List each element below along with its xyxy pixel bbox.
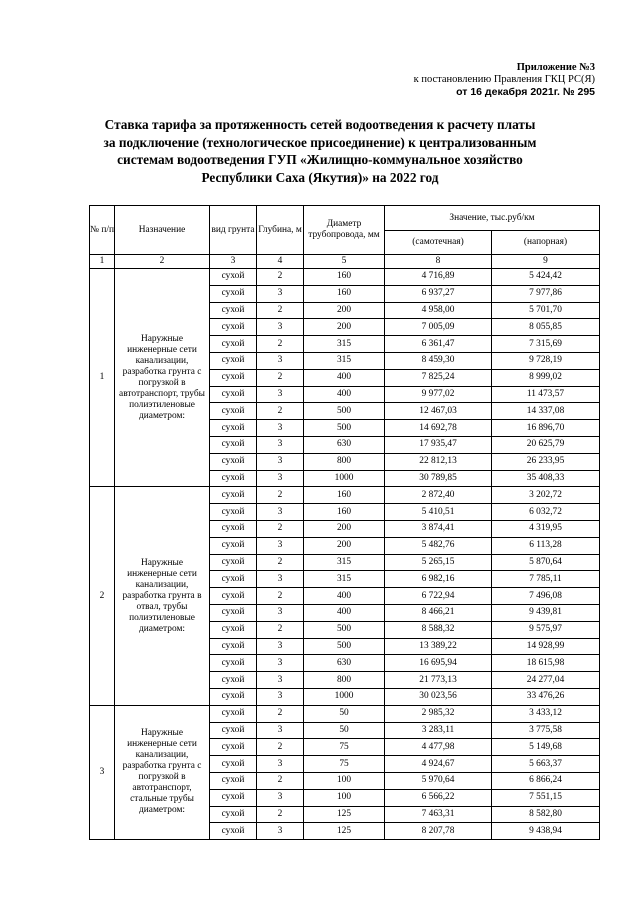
section-description: Наружные инженерные сети канализации, разработка грунта в отвал, трубы полиэтиленовые диаметром:: [115, 487, 210, 705]
section-description: Наружные инженерные сети канализации, разработка грунта с погрузкой в автотранспорт, стальные трубы диаметром:: [115, 705, 210, 839]
cell-pressure-value: 9 575,97: [492, 621, 600, 638]
cell-depth: 2: [257, 739, 304, 756]
cell-diameter: 630: [304, 436, 385, 453]
cell-pressure-value: 8 582,80: [492, 806, 600, 823]
appendix-header: [414, 62, 595, 98]
header-pressure: (напорная): [492, 231, 600, 255]
cell-gravity-value: 6 982,16: [385, 571, 492, 588]
cell-soil: сухой: [210, 588, 257, 605]
cell-depth: 3: [257, 756, 304, 773]
cell-soil: сухой: [210, 688, 257, 705]
column-number: 2: [115, 255, 210, 269]
cell-soil: сухой: [210, 621, 257, 638]
cell-pressure-value: 9 728,19: [492, 352, 600, 369]
cell-diameter: 75: [304, 739, 385, 756]
cell-depth: 3: [257, 537, 304, 554]
cell-pressure-value: 4 319,95: [492, 520, 600, 537]
cell-soil: сухой: [210, 386, 257, 403]
cell-pressure-value: 20 625,79: [492, 436, 600, 453]
table-row: [90, 705, 600, 722]
cell-pressure-value: 8 999,02: [492, 369, 600, 386]
cell-depth: 3: [257, 638, 304, 655]
cell-gravity-value: 7 825,24: [385, 369, 492, 386]
cell-soil: сухой: [210, 705, 257, 722]
cell-gravity-value: 5 410,51: [385, 504, 492, 521]
column-number: 1: [90, 255, 115, 269]
cell-soil: сухой: [210, 537, 257, 554]
cell-depth: 3: [257, 453, 304, 470]
cell-depth: 2: [257, 772, 304, 789]
cell-pressure-value: 18 615,98: [492, 655, 600, 672]
cell-soil: сухой: [210, 756, 257, 773]
cell-pressure-value: 7 496,08: [492, 588, 600, 605]
cell-soil: сухой: [210, 336, 257, 353]
cell-depth: 3: [257, 470, 304, 487]
cell-depth: 2: [257, 369, 304, 386]
header-value: Значение, тыс.руб/км: [385, 206, 600, 231]
header-gravity: (самотечная): [385, 231, 492, 255]
cell-diameter: 400: [304, 369, 385, 386]
cell-diameter: 50: [304, 722, 385, 739]
cell-depth: 3: [257, 672, 304, 689]
cell-soil: сухой: [210, 789, 257, 806]
table-section-1: [90, 269, 600, 487]
column-number: 4: [257, 255, 304, 269]
cell-pressure-value: 7 977,86: [492, 285, 600, 302]
header-purpose: Назначение: [115, 206, 210, 255]
cell-depth: 3: [257, 789, 304, 806]
header-depth: Глубина, м: [257, 206, 304, 255]
cell-pressure-value: 11 473,57: [492, 386, 600, 403]
cell-depth: 3: [257, 352, 304, 369]
cell-gravity-value: 7 005,09: [385, 319, 492, 336]
cell-diameter: 400: [304, 604, 385, 621]
cell-soil: сухой: [210, 806, 257, 823]
cell-pressure-value: 6 113,28: [492, 537, 600, 554]
cell-gravity-value: 17 935,47: [385, 436, 492, 453]
cell-gravity-value: 6 566,22: [385, 789, 492, 806]
cell-soil: сухой: [210, 722, 257, 739]
cell-gravity-value: 4 958,00: [385, 302, 492, 319]
table-row: [90, 487, 600, 504]
cell-soil: сухой: [210, 739, 257, 756]
cell-gravity-value: 21 773,13: [385, 672, 492, 689]
cell-depth: 2: [257, 336, 304, 353]
cell-diameter: 100: [304, 789, 385, 806]
cell-gravity-value: 30 023,56: [385, 688, 492, 705]
cell-soil: сухой: [210, 504, 257, 521]
cell-pressure-value: 7 551,15: [492, 789, 600, 806]
cell-soil: сухой: [210, 285, 257, 302]
cell-depth: 3: [257, 386, 304, 403]
cell-soil: сухой: [210, 638, 257, 655]
cell-soil: сухой: [210, 319, 257, 336]
tariff-table: [89, 205, 600, 840]
table-header: [90, 206, 600, 269]
table-section-2: [90, 487, 600, 705]
cell-depth: 2: [257, 588, 304, 605]
cell-soil: сухой: [210, 302, 257, 319]
cell-diameter: 315: [304, 554, 385, 571]
cell-depth: 3: [257, 504, 304, 521]
cell-depth: 2: [257, 269, 304, 286]
cell-depth: 2: [257, 705, 304, 722]
cell-pressure-value: 5 149,68: [492, 739, 600, 756]
cell-soil: сухой: [210, 672, 257, 689]
cell-gravity-value: 7 463,31: [385, 806, 492, 823]
cell-depth: 3: [257, 319, 304, 336]
cell-depth: 2: [257, 487, 304, 504]
cell-gravity-value: 4 924,67: [385, 756, 492, 773]
cell-gravity-value: 8 207,78: [385, 823, 492, 840]
cell-gravity-value: 4 716,89: [385, 269, 492, 286]
cell-diameter: 160: [304, 269, 385, 286]
cell-soil: сухой: [210, 352, 257, 369]
cell-pressure-value: 8 055,85: [492, 319, 600, 336]
cell-soil: сухой: [210, 772, 257, 789]
cell-depth: 2: [257, 403, 304, 420]
table-section-3: [90, 705, 600, 839]
cell-gravity-value: 12 467,03: [385, 403, 492, 420]
cell-pressure-value: 7 785,11: [492, 571, 600, 588]
cell-soil: сухой: [210, 554, 257, 571]
cell-soil: сухой: [210, 604, 257, 621]
cell-pressure-value: 14 337,08: [492, 403, 600, 420]
column-number-row: [90, 255, 600, 269]
cell-diameter: 1000: [304, 470, 385, 487]
cell-diameter: 100: [304, 772, 385, 789]
cell-gravity-value: 5 265,15: [385, 554, 492, 571]
cell-soil: сухой: [210, 269, 257, 286]
cell-pressure-value: 5 870,64: [492, 554, 600, 571]
cell-depth: 3: [257, 571, 304, 588]
cell-depth: 2: [257, 621, 304, 638]
cell-depth: 3: [257, 688, 304, 705]
cell-depth: 2: [257, 554, 304, 571]
section-description: Наружные инженерные сети канализации, разработка грунта с погрузкой в автотранспорт, трубы полиэтиленовые диаметром:: [115, 269, 210, 487]
cell-soil: сухой: [210, 655, 257, 672]
cell-diameter: 400: [304, 386, 385, 403]
cell-diameter: 125: [304, 806, 385, 823]
cell-depth: 3: [257, 655, 304, 672]
cell-gravity-value: 13 389,22: [385, 638, 492, 655]
document-title: [90, 116, 550, 186]
cell-soil: сухой: [210, 487, 257, 504]
cell-diameter: 50: [304, 705, 385, 722]
section-number: 2: [90, 487, 115, 705]
cell-diameter: 315: [304, 571, 385, 588]
cell-diameter: 630: [304, 655, 385, 672]
cell-pressure-value: 5 701,70: [492, 302, 600, 319]
cell-diameter: 200: [304, 319, 385, 336]
section-number: 1: [90, 269, 115, 487]
header-num: № п/п: [90, 206, 115, 255]
cell-gravity-value: 8 588,32: [385, 621, 492, 638]
cell-gravity-value: 6 937,27: [385, 285, 492, 302]
cell-diameter: 200: [304, 302, 385, 319]
cell-pressure-value: 3 433,12: [492, 705, 600, 722]
cell-gravity-value: 8 466,21: [385, 604, 492, 621]
cell-depth: 2: [257, 520, 304, 537]
cell-diameter: 160: [304, 487, 385, 504]
cell-pressure-value: 26 233,95: [492, 453, 600, 470]
cell-pressure-value: 6 866,24: [492, 772, 600, 789]
cell-pressure-value: 16 896,70: [492, 420, 600, 437]
cell-gravity-value: 16 695,94: [385, 655, 492, 672]
cell-gravity-value: 3 283,11: [385, 722, 492, 739]
cell-diameter: 800: [304, 672, 385, 689]
cell-pressure-value: 14 928,99: [492, 638, 600, 655]
table-row: [90, 269, 600, 286]
cell-depth: 3: [257, 722, 304, 739]
appendix-date: от 16 декабря 2021г. № 295: [456, 86, 595, 98]
cell-diameter: 125: [304, 823, 385, 840]
cell-diameter: 200: [304, 520, 385, 537]
cell-diameter: 200: [304, 537, 385, 554]
title-line-1: Ставка тарифа за протяженность сетей водоотведения к расчету платы: [104, 117, 536, 132]
cell-diameter: 315: [304, 336, 385, 353]
cell-depth: 2: [257, 302, 304, 319]
cell-soil: сухой: [210, 470, 257, 487]
cell-pressure-value: 3 775,58: [492, 722, 600, 739]
cell-gravity-value: 6 361,47: [385, 336, 492, 353]
cell-gravity-value: 5 482,76: [385, 537, 492, 554]
cell-diameter: 800: [304, 453, 385, 470]
cell-diameter: 160: [304, 504, 385, 521]
cell-soil: сухой: [210, 436, 257, 453]
cell-gravity-value: 6 722,94: [385, 588, 492, 605]
cell-diameter: 500: [304, 638, 385, 655]
cell-soil: сухой: [210, 420, 257, 437]
cell-diameter: 315: [304, 352, 385, 369]
cell-depth: 2: [257, 806, 304, 823]
appendix-number: Приложение №3: [516, 62, 595, 73]
cell-diameter: 400: [304, 588, 385, 605]
cell-gravity-value: 22 812,13: [385, 453, 492, 470]
cell-soil: сухой: [210, 571, 257, 588]
cell-diameter: 500: [304, 621, 385, 638]
cell-soil: сухой: [210, 369, 257, 386]
cell-pressure-value: 9 439,81: [492, 604, 600, 621]
cell-gravity-value: 8 459,30: [385, 352, 492, 369]
title-line-3: системам водоотведения ГУП «Жилищно-коммунальное хозяйство: [117, 152, 523, 167]
header-diameter: Диаметр трубопровода, мм: [304, 206, 385, 255]
cell-soil: сухой: [210, 520, 257, 537]
cell-gravity-value: 9 977,02: [385, 386, 492, 403]
cell-pressure-value: 33 476,26: [492, 688, 600, 705]
cell-gravity-value: 30 789,85: [385, 470, 492, 487]
cell-diameter: 75: [304, 756, 385, 773]
column-number: 9: [492, 255, 600, 269]
cell-depth: 3: [257, 604, 304, 621]
cell-gravity-value: 14 692,78: [385, 420, 492, 437]
cell-soil: сухой: [210, 823, 257, 840]
cell-gravity-value: 2 985,32: [385, 705, 492, 722]
cell-diameter: 1000: [304, 688, 385, 705]
section-number: 3: [90, 705, 115, 839]
cell-depth: 3: [257, 823, 304, 840]
cell-gravity-value: 3 874,41: [385, 520, 492, 537]
cell-pressure-value: 24 277,04: [492, 672, 600, 689]
cell-diameter: 160: [304, 285, 385, 302]
header-soil: вид грунта: [210, 206, 257, 255]
cell-soil: сухой: [210, 453, 257, 470]
cell-pressure-value: 5 424,42: [492, 269, 600, 286]
cell-depth: 3: [257, 420, 304, 437]
cell-depth: 3: [257, 436, 304, 453]
cell-diameter: 500: [304, 420, 385, 437]
cell-pressure-value: 35 408,33: [492, 470, 600, 487]
cell-pressure-value: 5 663,37: [492, 756, 600, 773]
column-number: 5: [304, 255, 385, 269]
cell-gravity-value: 2 872,40: [385, 487, 492, 504]
appendix-resolution: к постановлению Правления ГКЦ РС(Я): [413, 74, 595, 85]
column-number: 3: [210, 255, 257, 269]
cell-pressure-value: 6 032,72: [492, 504, 600, 521]
cell-pressure-value: 7 315,69: [492, 336, 600, 353]
title-line-4: Республики Саха (Якутия)» на 2022 год: [201, 169, 439, 185]
cell-soil: сухой: [210, 403, 257, 420]
title-line-2: за подключение (технологическое присоединение) к централизованным: [103, 134, 537, 150]
cell-pressure-value: 9 438,94: [492, 823, 600, 840]
cell-depth: 3: [257, 285, 304, 302]
cell-gravity-value: 4 477,98: [385, 739, 492, 756]
cell-diameter: 500: [304, 403, 385, 420]
cell-gravity-value: 5 970,64: [385, 772, 492, 789]
cell-pressure-value: 3 202,72: [492, 487, 600, 504]
column-number: 8: [385, 255, 492, 269]
